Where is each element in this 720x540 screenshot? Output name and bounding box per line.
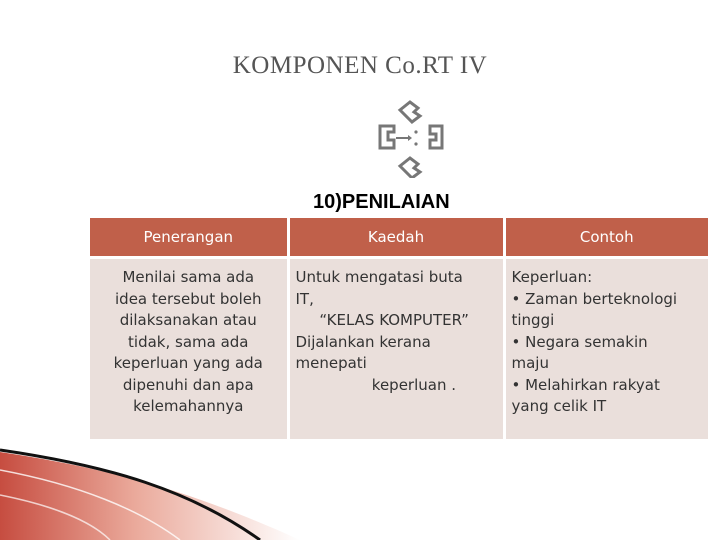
cell-line: • Zaman berteknologi: [511, 289, 678, 308]
cell-line: Keperluan:: [511, 268, 593, 286]
cell-line: menepati: [295, 354, 367, 372]
cort-puzzle-icon: [350, 96, 472, 178]
cell-penerangan: [90, 258, 288, 440]
cell-line: Menilai sama ada: [122, 268, 255, 286]
cell-line: idea tersebut boleh: [115, 289, 262, 308]
cell-line: Dijalankan kerana: [295, 332, 431, 351]
cell-line: yang celik IT: [511, 397, 607, 415]
cell-contoh: [504, 258, 708, 440]
table-row: [90, 258, 708, 440]
cell-line: tidak, sama ada: [128, 332, 249, 351]
column-header-penerangan: Penerangan: [90, 218, 288, 258]
column-header-contoh: Contoh: [504, 218, 708, 258]
cell-line: Untuk mengatasi buta: [295, 268, 463, 286]
decorative-swoosh: [0, 440, 720, 540]
cell-line: dilaksanakan atau: [119, 311, 257, 329]
cell-line: keperluan .: [295, 375, 456, 394]
cell-line: keperluan yang ada: [113, 354, 263, 372]
cell-line: kelemahannya: [133, 397, 244, 415]
komponen-table: [90, 218, 708, 439]
column-header-kaedah: Kaedah: [288, 218, 504, 258]
cell-line: IT,: [295, 289, 314, 308]
table-header-row: [90, 218, 708, 258]
cell-line: “KELAS KOMPUTER”: [295, 311, 469, 329]
cell-line: tinggi: [511, 311, 555, 329]
slide-title: KOMPONEN Co.RT IV: [232, 52, 488, 79]
cell-line: dipenuhi dan apa: [122, 375, 254, 394]
cell-kaedah: [288, 258, 504, 440]
cell-line: • Negara semakin: [511, 332, 648, 351]
section-subtitle: 10)PENILAIAN: [313, 191, 450, 213]
cell-line: maju: [511, 354, 549, 372]
cell-line: • Melahirkan rakyat: [511, 375, 660, 394]
